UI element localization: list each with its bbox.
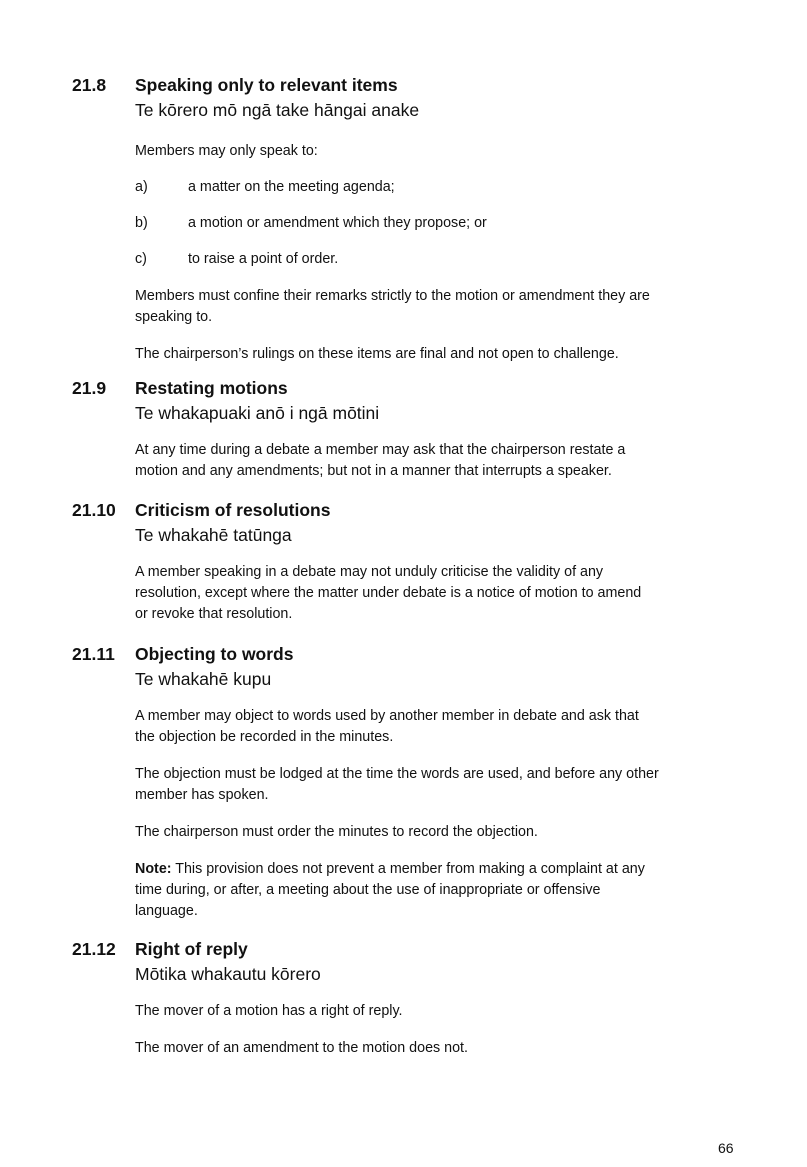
section-body	[135, 562, 755, 625]
line-text: This provision does not prevent a member from making a complaint at any	[171, 861, 645, 877]
list-item-text: to raise a point of order.	[188, 251, 339, 267]
paragraph-line	[135, 822, 755, 843]
paragraph	[135, 1038, 755, 1059]
section-subtitle: Te whakahē kupu	[135, 669, 272, 689]
line-text: speaking to.	[135, 309, 213, 325]
line-text: time during, or after, a meeting about the use of inappropriate or offensive	[135, 882, 601, 898]
list-item	[135, 213, 755, 234]
paragraph	[135, 1001, 755, 1022]
section-number: 21.12	[72, 939, 116, 959]
paragraph-line	[135, 706, 755, 727]
page-number: 66	[718, 1140, 734, 1156]
line-text: The objection must be lodged at the time the words are used, and before any other	[135, 766, 659, 782]
paragraph	[135, 440, 755, 482]
paragraph-line	[135, 880, 755, 901]
paragraph	[135, 344, 755, 365]
paragraph-line	[135, 141, 755, 162]
line-text: the objection be recorded in the minutes.	[135, 729, 394, 745]
line-text: language.	[135, 903, 198, 919]
section-number: 21.10	[72, 500, 116, 520]
paragraph-line	[135, 344, 755, 365]
paragraph-line	[135, 583, 755, 604]
paragraph	[135, 286, 755, 328]
paragraph-line	[135, 859, 755, 880]
section-title: Restating motions	[135, 378, 288, 398]
section-subtitle: Mōtika whakautu kōrero	[135, 964, 321, 984]
section-subtitle: Te kōrero mō ngā take hāngai anake	[135, 100, 420, 120]
list-item	[135, 249, 755, 270]
section-subtitle: Te whakahē tatūnga	[135, 525, 292, 545]
line-text: The mover of a motion has a right of reply.	[135, 1003, 403, 1019]
line-text: The mover of an amendment to the motion does not.	[135, 1040, 468, 1056]
list-item	[135, 177, 755, 198]
paragraph	[135, 562, 755, 625]
line-text: The chairperson must order the minutes to record the objection.	[135, 824, 538, 840]
paragraph-line	[135, 461, 755, 482]
section-body	[135, 1001, 755, 1059]
list-item-text: a matter on the meeting agenda;	[188, 179, 395, 195]
paragraph-line	[135, 1038, 755, 1059]
paragraph-line	[135, 764, 755, 785]
section-subtitle: Te whakapuaki anō i ngā mōtini	[135, 403, 380, 423]
line-text: The chairperson’s rulings on these items are final and not open to challenge.	[135, 346, 619, 362]
paragraph	[135, 141, 755, 162]
paragraph-line	[135, 727, 755, 748]
line-text: Members must confine their remarks strictly to the motion or amendment they are	[135, 288, 650, 304]
section-body	[135, 706, 755, 922]
section-number: 21.9	[72, 378, 107, 398]
section-body	[135, 440, 755, 482]
section-number: 21.11	[72, 644, 115, 664]
paragraph-line	[135, 785, 755, 806]
section-body	[135, 141, 755, 365]
section-title: Right of reply	[135, 939, 248, 959]
section-title: Objecting to words	[135, 644, 294, 664]
line-text: A member may object to words used by another member in debate and ask that	[135, 708, 639, 724]
line-text: resolution, except where the matter under debate is a notice of motion to amend	[135, 585, 642, 601]
section-title: Speaking only to relevant items	[135, 75, 398, 95]
paragraph	[135, 859, 755, 922]
list-item-text: a motion or amendment which they propose; or	[188, 215, 487, 231]
list-marker: c)	[135, 251, 147, 267]
paragraph-line	[135, 1001, 755, 1022]
paragraph	[135, 764, 755, 806]
section-number: 21.8	[72, 75, 107, 95]
paragraph	[135, 822, 755, 843]
line-text: Members may only speak to:	[135, 143, 318, 159]
paragraph-line	[135, 562, 755, 583]
list-marker: b)	[135, 215, 148, 231]
paragraph-line	[135, 901, 755, 922]
paragraph-line	[135, 307, 755, 328]
paragraph-line	[135, 440, 755, 461]
paragraph-line	[135, 604, 755, 625]
paragraph	[135, 706, 755, 748]
paragraph-line	[135, 286, 755, 307]
line-text: A member speaking in a debate may not unduly criticise the validity of any	[135, 564, 604, 580]
list-marker: a)	[135, 179, 148, 195]
line-text: or revoke that resolution.	[135, 606, 293, 622]
line-text: member has spoken.	[135, 787, 269, 803]
note-label: Note:	[135, 861, 172, 877]
line-text: At any time during a debate a member may ask that the chairperson restate a	[135, 442, 626, 458]
line-text: motion and any amendments; but not in a manner that interrupts a speaker.	[135, 463, 612, 479]
section-title: Criticism of resolutions	[135, 500, 331, 520]
